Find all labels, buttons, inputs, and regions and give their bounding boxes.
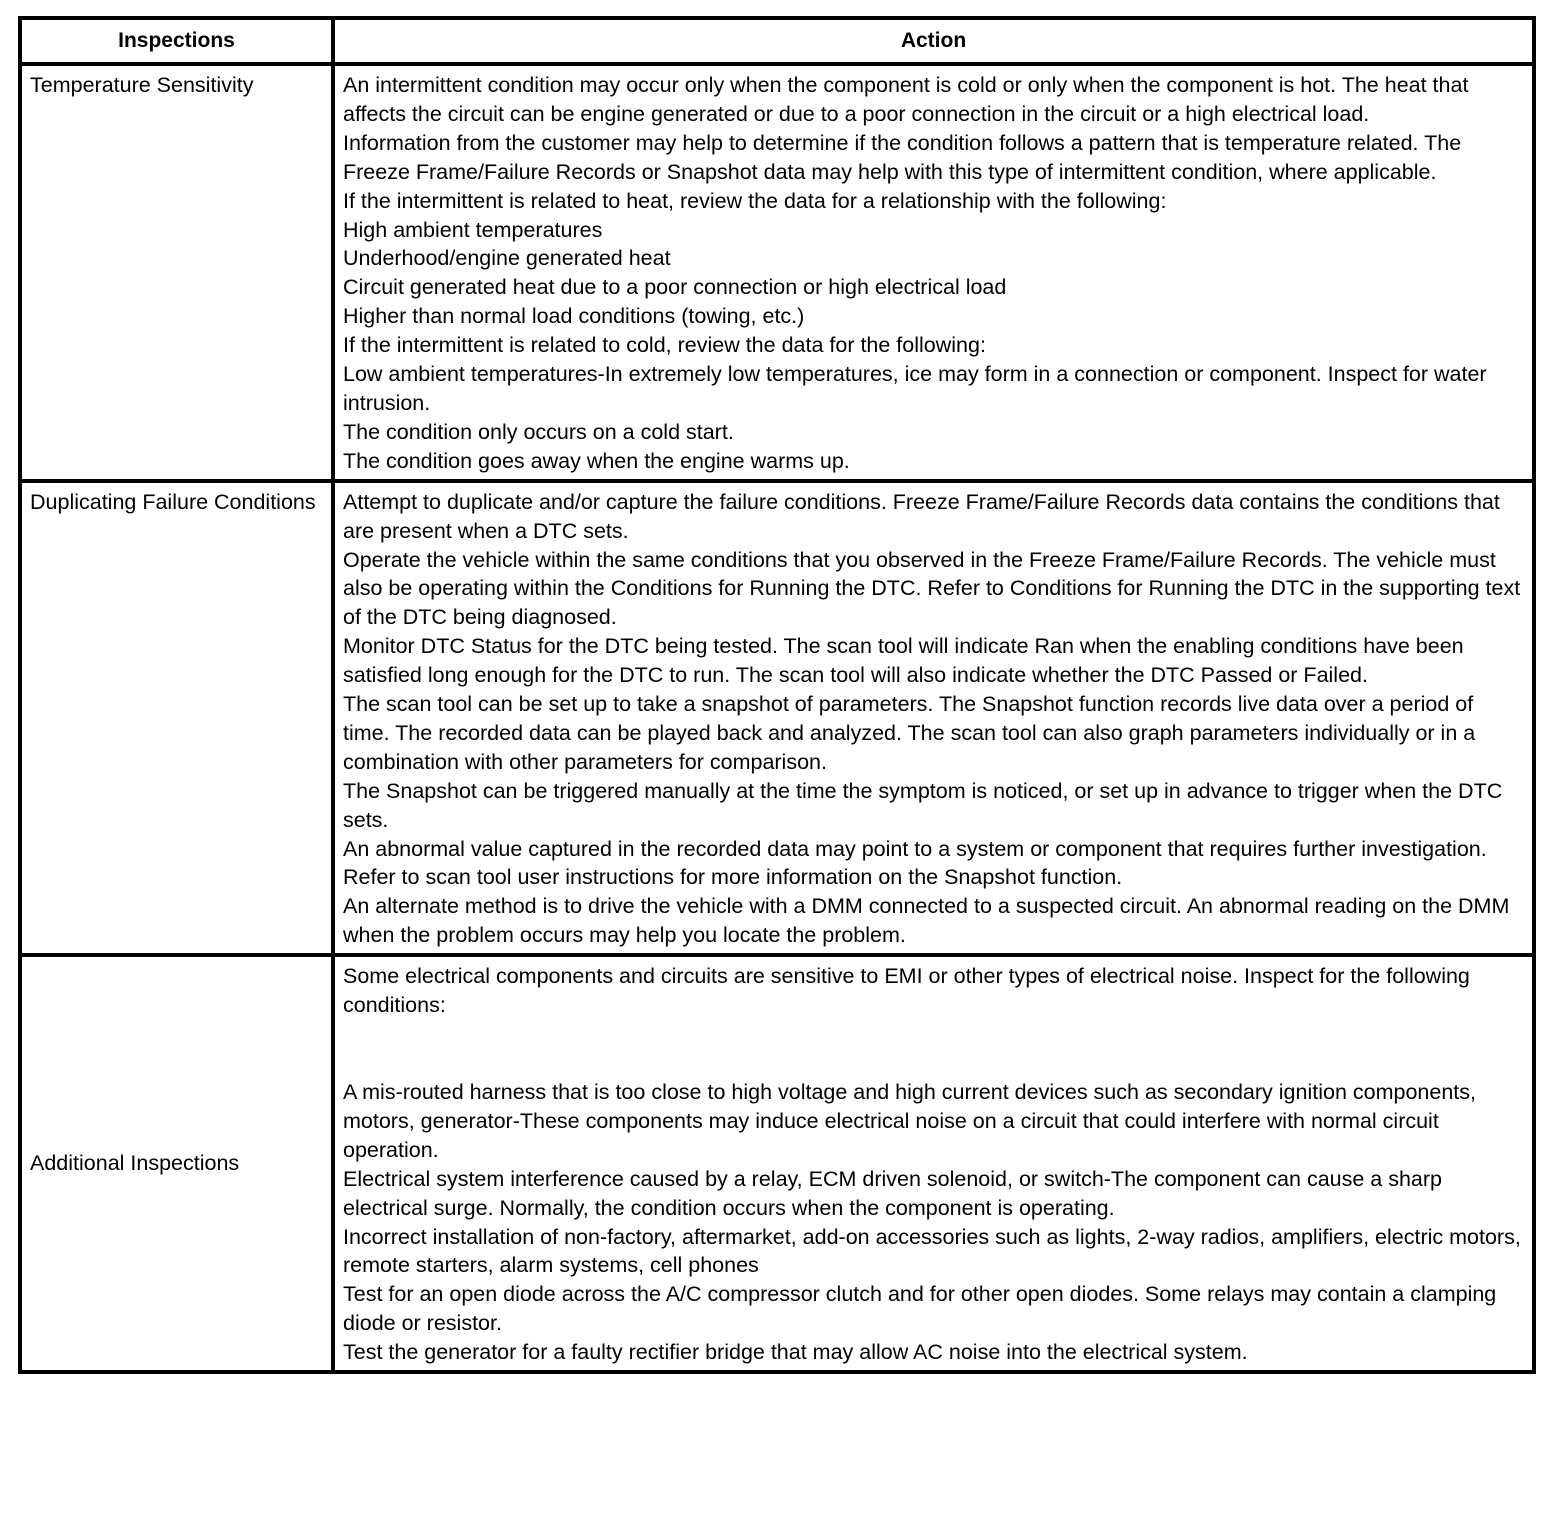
header-action: Action [333, 18, 1534, 64]
action-paragraph: Information from the customer may help to determine if the condition follows a pattern that is temperature related. The Freeze Frame/Failure Records or Snapshot data may help with this type of intermittent condition, where applicable. [343, 130, 1462, 184]
action-paragraph: The Snapshot can be triggered manually at the time the symptom is noticed, or set up in advance to trigger when the DTC sets. [343, 778, 1503, 832]
inspection-name: Additional Inspections [30, 1151, 240, 1176]
action-paragraph: Refer to scan tool user instructions for more information on the Snapshot function. [343, 865, 1123, 890]
action-paragraph: Incorrect installation of non-factory, aftermarket, add-on accessories such as lights, 2-way radios, amplifiers, electric motors, remote starters, alarm systems, cell phones [343, 1224, 1521, 1278]
action-paragraph: An abnormal value captured in the recorded data may point to a system or component that requires further investigation. [343, 836, 1487, 861]
spacer [343, 1020, 1524, 1078]
table-row-additional-inspections [20, 955, 1534, 1372]
action-paragraph: If the intermittent is related to heat, review the data for a relationship with the following: [343, 188, 1167, 213]
header-row [20, 18, 1534, 64]
action-paragraph: If the intermittent is related to cold, review the data for the following: [343, 333, 986, 358]
inspection-name: Duplicating Failure Conditions [30, 489, 316, 514]
inspection-cell [20, 481, 333, 956]
header-inspections: Inspections [20, 18, 333, 64]
inspection-name: Temperature Sensitivity [30, 73, 254, 97]
action-paragraph: Test for an open diode across the A/C compressor clutch and for other open diodes. Some relays may contain a clamping diode or resistor. [343, 1282, 1497, 1336]
table-row-temperature-sensitivity [20, 64, 1534, 481]
inspection-cell [20, 64, 333, 481]
action-paragraph: Attempt to duplicate and/or capture the failure conditions. Freeze Frame/Failure Records data contains the conditions that are present when a DTC sets. [343, 489, 1500, 543]
action-paragraph: An intermittent condition may occur only when the component is cold or only when the component is hot. The heat that affects the circuit can be engine generated or due to a poor connection in the circuit or a high electrical load. [343, 73, 1469, 126]
action-subitem: Higher than normal load conditions (towing, etc.) [343, 304, 805, 329]
action-paragraph: Test the generator for a faulty rectifier bridge that may allow AC noise into the electrical system. [343, 1340, 1248, 1365]
action-paragraph: Electrical system interference caused by a relay, ECM driven solenoid, or switch-The component can cause a sharp electrical surge. Normally, the condition occurs when the component is operating. [343, 1166, 1442, 1220]
action-subitem: The condition only occurs on a cold start. [343, 419, 734, 444]
action-subitem: Low ambient temperatures-In extremely low temperatures, ice may form in a connection or component. Inspect for water intrusion. [343, 362, 1487, 415]
action-paragraph: A mis-routed harness that is too close to high voltage and high current devices such as secondary ignition components, motors, generator-These components may induce electrical noise on a circuit that could interfere with normal circuit operation. [343, 1080, 1476, 1162]
action-paragraph: An alternate method is to drive the vehicle with a DMM connected to a suspected circuit. An abnormal reading on the DMM when the problem occurs may help you locate the problem. [343, 894, 1510, 948]
inspection-cell [20, 955, 333, 1372]
table-row-duplicating-failure-conditions [20, 481, 1534, 956]
action-subitem: Circuit generated heat due to a poor connection or high electrical load [343, 275, 1007, 300]
action-subitem: High ambient temperatures [343, 217, 603, 242]
action-cell [333, 955, 1534, 1372]
action-subitem: The condition goes away when the engine warms up. [343, 448, 850, 473]
action-paragraph: The scan tool can be set up to take a snapshot of parameters. The Snapshot function records live data over a period of time. The recorded data can be played back and analyzed. The scan tool can also graph parameters individually or in a combination with other parameters for comparison. [343, 692, 1476, 774]
action-cell [333, 64, 1534, 481]
action-intro: Some electrical components and circuits are sensitive to EMI or other types of electrical noise. Inspect for the following conditions: [343, 964, 1470, 1018]
action-subitem: Underhood/engine generated heat [343, 246, 671, 271]
inspections-table [18, 16, 1536, 1374]
action-subitem: Operate the vehicle within the same conditions that you observed in the Freeze Frame/Failure Records. The vehicle must also be operating within the Conditions for Running the DTC. Refer to Conditions for Running the DTC in the supporting text of the DTC being diagnosed. [343, 547, 1521, 630]
action-cell [333, 481, 1534, 956]
action-subitem: Monitor DTC Status for the DTC being tested. The scan tool will indicate Ran when the enabling conditions have been satisfied long enough for the DTC to run. The scan tool will also indicate whether the DTC Passed or Failed. [343, 634, 1464, 688]
